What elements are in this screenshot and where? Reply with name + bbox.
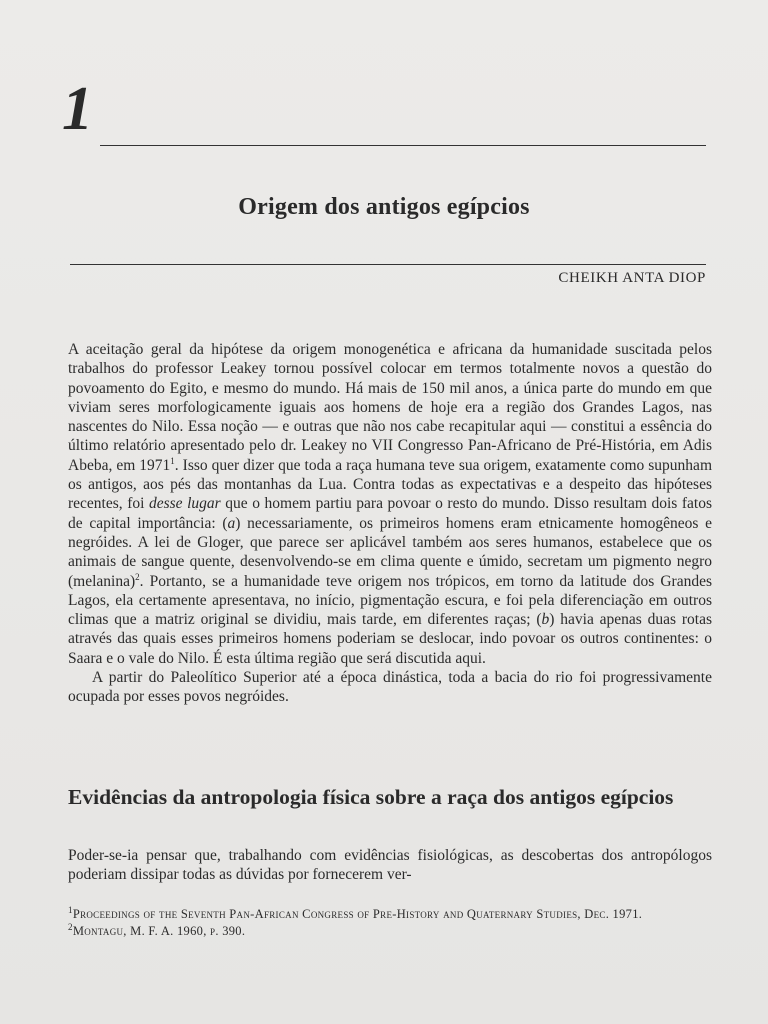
section-heading: Evidências da antropologia física sobre a raça dos antigos egípcios	[68, 785, 674, 809]
chapter-body	[68, 340, 712, 707]
chapter-number: 1	[62, 75, 93, 143]
chapter-title: Origem dos antigos egípcios	[238, 194, 530, 220]
author-rule	[70, 264, 706, 265]
footnotes	[68, 906, 712, 940]
chapter-author: CHEIKH ANTA DIOP	[558, 270, 706, 286]
paragraph-2: A partir do Paleolítico Superior até a época dinástica, toda a bacia do rio foi progressivamente ocupada por esses povos negróides.	[68, 669, 712, 706]
footnote-ref-1: 1	[170, 455, 175, 466]
paragraph-1: A aceitação geral da hipótese da origem monogenética e africana da humanidade suscitada pelos trabalhos do professor Leakey tornou possível colocar em termos totalmente novos a questão do povoamento do Egito, e mesmo do mundo. Há mais de 150 mil anos, a única parte do mundo em que viviam seres morfologicamente iguais aos homens de hoje era a região dos Grandes Lagos, nas nascentes do Nilo. Essa noção — e outras que não nos cabe recapitular aqui — constitui a essência do último relatório apresentado pelo dr. Leakey no VII Congresso Pan-Africano de Pré-História, em Adis Abeba, em 1971$^1$. Isso quer dizer que toda a raça humana teve sua origem, exatamente como supunham os antigos, aos pés das montanhas da Lua. Contra todas as expectativas e a despeito das hipóteses recentes, foi desse lugar que o homem partiu para povoar o resto do mundo. Disso resultam dois fatos de capital importância: (a) necessariamente, os primeiros homens eram etnicamente homogêneos e negróides. A lei de Gloger, que parece ser aplicável também aos seres humanos, estabelece que os animais de sangue quente, desenvolvendo-se em clima quente e úmido, secretam um pigmento negro (melanina)$^2$. Portanto, se a humanidade teve origem nos trópicos, em torno da latitude dos Grandes Lagos, ela certamente apresentava, no início, pigmentação escura, e foi pela diferenciação em outros climas que a matriz original se dividiu, mais tarde, em diferentes raças; (b) havia apenas duas rotas através das quais esses primeiros homens poderiam se deslocar, indo povoar os outros continentes: o Saara e o vale do Nilo. É esta última região que será discutida aqui.	[68, 341, 712, 667]
chapter-rule	[100, 145, 706, 146]
footnote-1: $^1$Proceedings of the Seventh Pan-African Congress of Pre-History and Quaternary Studies, Dec. 1971.	[68, 904, 643, 921]
footnote-ref-2: 2	[135, 571, 140, 582]
section-body	[68, 846, 712, 885]
section-paragraph-1: Poder-se-ia pensar que, trabalhando com evidências fisiológicas, as descobertas dos antropólogos poderiam dissipar todas as dúvidas por fornecerem ver-	[68, 847, 712, 884]
footnote-2: $^2$Montagu, M. F. A. 1960, p. 390.	[68, 921, 246, 938]
